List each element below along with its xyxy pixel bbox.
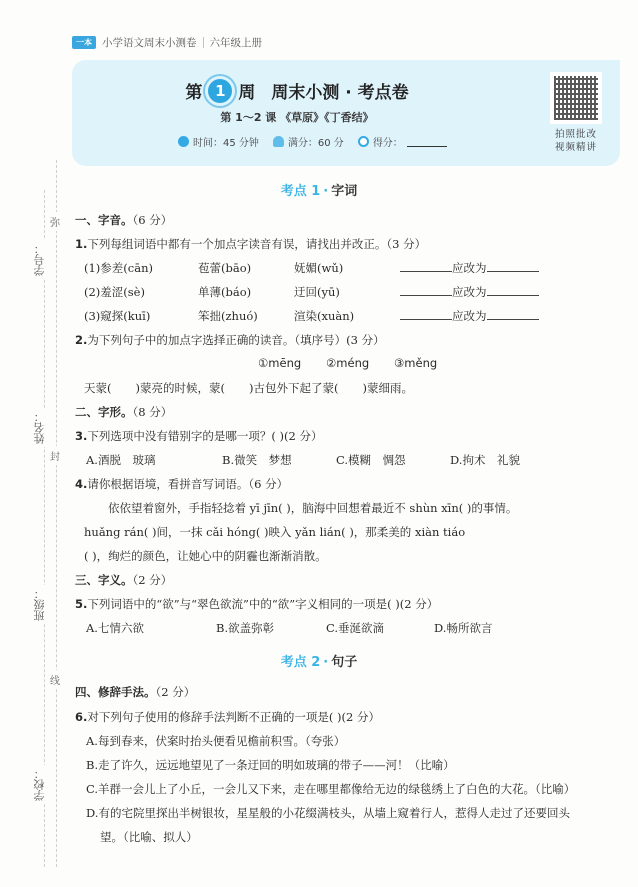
q2-text: 为下列句子中的加点字选择正确的读音。（填序号）(3 分） [87, 333, 385, 347]
medal-icon [273, 136, 284, 147]
q2-seg3: )古包外下起了蒙( [248, 381, 339, 395]
title-prefix: 第 [185, 83, 203, 103]
q2-option-3: ③měng [394, 356, 438, 370]
q6-option-d-cont: 望。（比喻、拟人） [100, 830, 198, 844]
part-2-points: （8 分） [132, 405, 173, 419]
q1-row3-item2: 笨拙(zhuó) [198, 309, 258, 323]
score-blank-field[interactable] [407, 136, 447, 147]
part-2-title-text: 二、字形。 [75, 405, 133, 419]
q5-option-c[interactable]: C.垂涎欲滴 [326, 621, 385, 635]
title-suffix: 周 [238, 83, 256, 103]
q1-row3-item1: (3)窥探(kuī) [84, 309, 151, 323]
qr-caption [544, 128, 608, 154]
q1-row1-wrong-blank[interactable] [400, 260, 452, 272]
section-1-prefix: 考点 1 [280, 184, 321, 199]
q1-row1-correct-blank[interactable] [487, 260, 539, 272]
qr-caption-line2: 视频精讲 [554, 142, 597, 153]
part-1-title-text: 一、字音。 [75, 213, 133, 227]
q5-option-a[interactable]: A.七情六欲 [86, 621, 144, 635]
q2-option-1: ①mēng [258, 356, 302, 370]
q2-sentence [84, 380, 413, 396]
q1-row3-item3: 渲染(xuàn) [294, 309, 355, 323]
lesson-subtitle: 第 1～2 课 《草原》《丁香结》 [220, 111, 374, 124]
q1-row2-wrong-blank[interactable] [400, 284, 452, 296]
q6-option-a[interactable]: A.每到春来，伏案时抬头便看见檐前积雪。（夸张） [86, 734, 346, 748]
grade-label: 六年级上册 [209, 36, 262, 49]
q1-row1-item3: 妩媚(wǔ) [294, 261, 344, 275]
q5-number: 5. [75, 597, 88, 611]
school-label: 学校： [32, 765, 56, 804]
seal-char-feng: 封 [50, 446, 60, 465]
q1-row1-fix [400, 260, 539, 276]
q6-number: 6. [75, 710, 88, 724]
title-banner [72, 60, 620, 166]
q3-number: 3. [75, 429, 88, 443]
q3-text: 下列选项中没有错别字的是哪一项？( )(2 分） [87, 429, 323, 443]
question-3 [75, 428, 322, 444]
name-label: 姓名： [32, 408, 56, 447]
q2-option-2: ②méng [326, 356, 370, 370]
exam-meta [178, 134, 447, 149]
q2-seg2: )蒙亮的时候，蒙( [135, 381, 225, 395]
full-score-text: 满分：60 分 [287, 138, 344, 149]
header-divider [203, 37, 204, 48]
section-header-2 [0, 651, 638, 670]
q3-option-b[interactable]: B.微笑 梦想 [222, 453, 292, 467]
alarm-clock-icon [178, 136, 189, 147]
part-3-points: （2 分） [132, 573, 173, 587]
q1-row2-item2: 单薄(báo) [198, 285, 252, 299]
section-1-name: 字词 [331, 184, 358, 199]
section-2-name: 句子 [331, 655, 358, 670]
question-4 [75, 476, 288, 492]
score-info [358, 134, 447, 149]
question-1 [75, 236, 426, 252]
series-title: 小学语文周末小测卷 [102, 36, 197, 49]
title-main: 周末小测 · 考点卷 [271, 83, 409, 103]
q2-seg4: )蒙细雨。 [362, 381, 413, 395]
q1-row1-fix-label: 应改为 [452, 261, 487, 275]
q1-text: 下列每组词语中都有一个加点字读音有误，请找出并改正。（3 分） [87, 237, 427, 251]
part-2-title [75, 404, 172, 420]
seal-char-xian: 线 [50, 670, 60, 689]
q1-row1-item1: (1)参差(cān) [84, 261, 153, 275]
score-label: 得分： [372, 138, 403, 149]
question-6 [75, 709, 380, 725]
question-2 [75, 332, 385, 348]
full-score-info [273, 134, 344, 149]
q4-paragraph-line1: 依依望着窗外，手指轻捻着 yī jīn( )，脑海中回想着最近不 shùn xīn( )的事情。 [108, 501, 518, 515]
seal-char-mi: 弥 [50, 212, 60, 231]
q5-option-d[interactable]: D.畅所欲言 [434, 621, 493, 635]
q6-text: 对下列句子使用的修辞手法判断不正确的一项是( )(2 分） [87, 710, 380, 724]
part-4-title-text: 四、修辞手法。 [75, 685, 156, 699]
part-3-title-text: 三、字义。 [75, 573, 133, 587]
q4-paragraph-line2: huǎng rán( )间，一抹 cǎi hóng( )映入 yǎn lián( )，那柔美的 xiàn tiáo [84, 525, 466, 539]
q1-row2-fix [400, 284, 539, 300]
part-1-points: （6 分） [132, 213, 173, 227]
running-header [72, 35, 262, 49]
section-2-dot: · [323, 655, 329, 670]
class-label: 班级： [32, 585, 56, 624]
q1-row3-wrong-blank[interactable] [400, 308, 452, 320]
part-1-title [75, 212, 172, 228]
question-5 [75, 596, 438, 612]
qr-code-pattern [554, 76, 598, 120]
target-icon [358, 136, 369, 147]
q1-number: 1. [75, 237, 88, 251]
q1-row2-fix-label: 应改为 [452, 285, 487, 299]
qr-caption-line1: 拍照批改 [554, 129, 597, 140]
time-info [178, 134, 259, 149]
q6-option-b[interactable]: B.走了许久，远远地望见了一条迂回的明如玻璃的带子——河！（比喻） [86, 758, 455, 772]
week-number-badge: 1 [208, 79, 232, 103]
q1-row3-fix-label: 应改为 [452, 309, 487, 323]
q4-text: 请你根据语境，看拼音写词语。（6 分） [87, 477, 289, 491]
q3-option-c[interactable]: C.模糊 惆怨 [336, 453, 406, 467]
brand-badge: 一本 [72, 36, 96, 49]
section-header-1 [0, 180, 638, 199]
q4-number: 4. [75, 477, 88, 491]
q2-seg1: 天蒙( [84, 381, 112, 395]
part-4-title [75, 684, 195, 700]
q6-option-c[interactable]: C.羊群一会儿上了小丘，一会儿又下来，走在哪里都像给无边的绿毯绣上了白色的大花。（比喻） [86, 782, 576, 796]
q1-row2-item1: (2)羞涩(sè) [84, 285, 145, 299]
q1-row3-correct-blank[interactable] [487, 308, 539, 320]
page-title [72, 78, 522, 103]
section-2-prefix: 考点 2 [280, 655, 321, 670]
q1-row2-item3: 迂回(yū) [294, 285, 340, 299]
qr-code[interactable] [550, 72, 602, 124]
q1-row2-correct-blank[interactable] [487, 284, 539, 296]
q5-text: 下列词语中的“欲”与“翠色欲流”中的“欲”字义相同的一项是( )(2 分） [87, 597, 439, 611]
q3-option-a[interactable]: A.酒脱 玻璃 [86, 453, 156, 467]
q1-row1-item2: 苞蕾(bāo) [198, 261, 252, 275]
student-id-label: 学号： [32, 240, 56, 279]
part-3-title [75, 572, 172, 588]
q1-row3-fix [400, 308, 539, 324]
q3-option-d[interactable]: D.拘术 礼貌 [450, 453, 520, 467]
q5-option-b[interactable]: B.欲盖弥彰 [216, 621, 275, 635]
binding-line-inner [56, 160, 57, 867]
q2-number: 2. [75, 333, 88, 347]
section-1-dot: · [323, 184, 329, 199]
q4-paragraph-line3: ( )，绚烂的颜色，让她心中的阴霾也渐渐消散。 [84, 549, 327, 563]
time-text: 时间：45 分钟 [193, 138, 259, 149]
q6-option-d[interactable]: D.有的宅院里探出半树银妆，星星般的小花缀满枝头，从墙上窥着行人，惹得人走过了还要回头 [86, 806, 570, 820]
part-4-points: （2 分） [155, 685, 196, 699]
